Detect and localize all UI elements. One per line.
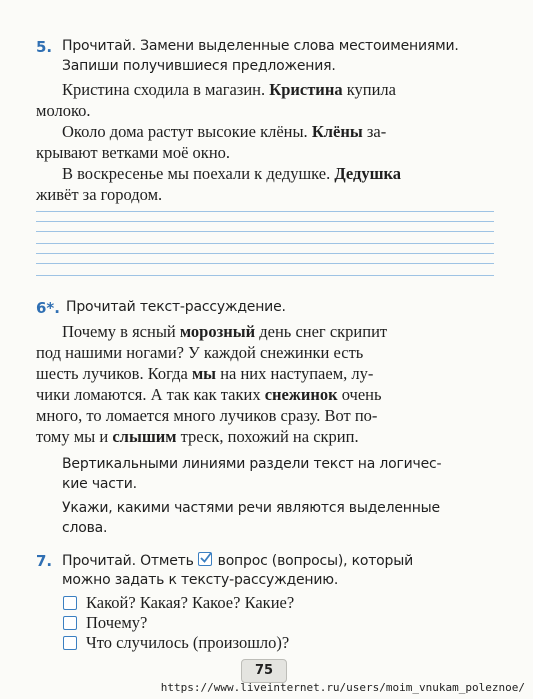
- highlighted-word: слышим: [112, 427, 177, 446]
- page-number: 75: [241, 659, 287, 683]
- writing-line[interactable]: [36, 275, 494, 276]
- watermark-url: https://www.liveinternet.ru/users/moim_vnukam_poleznoe/: [160, 681, 525, 694]
- task6-text-line6: [36, 427, 359, 447]
- task7-instruction-line1: [62, 552, 413, 569]
- task6-question2-line1: Укажи, какими частями речи являются выделенные: [62, 500, 440, 516]
- task6-question2-line2: слова.: [62, 520, 108, 536]
- text-fragment: вопрос (вопросы), который: [217, 553, 413, 569]
- task7-number: 7.: [36, 552, 53, 570]
- checked-checkbox-icon: [198, 552, 212, 566]
- text-fragment: на них наступаем, лу-: [216, 364, 374, 383]
- highlighted-word: морозный: [179, 322, 256, 341]
- text-fragment: Прочитай. Отметь: [62, 553, 194, 569]
- text-fragment: Около дома растут высокие клёны.: [62, 122, 312, 141]
- writing-line[interactable]: [36, 231, 494, 232]
- task5-instruction-line1: Прочитай. Замени выделенные слова местоимениями.: [62, 38, 459, 54]
- task6-number: 6*.: [36, 299, 60, 317]
- text-fragment: чики ломаются. А так как таких: [36, 385, 265, 404]
- highlighted-word: Клёны: [311, 122, 363, 141]
- task5-sentence1-cont: молоко.: [36, 101, 91, 120]
- task6-instruction: Прочитай текст-рассуждение.: [66, 299, 286, 315]
- task5-sentence1: [62, 80, 396, 100]
- highlighted-word: Кристина: [269, 80, 343, 99]
- task6-text-line3: [36, 364, 373, 384]
- task5-sentence3-cont: живёт за городом.: [36, 185, 163, 204]
- task5-sentence2: [62, 122, 386, 142]
- text-fragment: треск, похожий на скрип.: [176, 427, 359, 446]
- task6-text-line2: под нашими ногами? У каждой снежинки есть: [36, 343, 364, 362]
- text-fragment: Почему в ясный: [62, 322, 180, 341]
- highlighted-word: мы: [191, 364, 217, 383]
- option-label: Какой? Какая? Какое? Какие?: [86, 593, 295, 612]
- text-fragment: шесть лучиков. Когда: [36, 364, 192, 383]
- task5-sentence3: [62, 164, 401, 184]
- option-label: Почему?: [86, 613, 148, 632]
- task5-instruction-line2: Запиши получившиеся предложения.: [62, 58, 336, 74]
- writing-line[interactable]: [36, 211, 494, 212]
- writing-line[interactable]: [36, 243, 494, 244]
- highlighted-word: Дедушка: [334, 164, 402, 183]
- text-fragment: день снег скрипит: [255, 322, 388, 341]
- option-checkbox[interactable]: [63, 636, 77, 650]
- text-fragment: очень: [337, 385, 382, 404]
- task6-text-line1: [62, 322, 387, 342]
- task6-question1-line1: Вертикальными линиями раздели текст на логичес-: [62, 456, 442, 472]
- option-checkbox[interactable]: [63, 616, 77, 630]
- task6-text-line4: [36, 385, 382, 405]
- option-label: Что случилось (произошло)?: [86, 633, 290, 652]
- text-fragment: Кристина сходила в магазин.: [62, 80, 270, 99]
- task7-instruction-line2: можно задать к тексту-рассуждению.: [62, 572, 339, 588]
- task6-question1-line2: кие части.: [62, 476, 137, 492]
- task5-sentence2-cont: крывают ветками моё окно.: [36, 143, 231, 162]
- writing-line[interactable]: [36, 221, 494, 222]
- text-fragment: В воскресенье мы поехали к дедушке.: [62, 164, 335, 183]
- task6-text-line5: много, то ломается много лучиков сразу. Вот по-: [36, 406, 378, 425]
- task5-number: 5.: [36, 38, 53, 56]
- option-checkbox[interactable]: [63, 596, 77, 610]
- text-fragment: купила: [342, 80, 396, 99]
- writing-line[interactable]: [36, 253, 494, 254]
- text-fragment: за-: [362, 122, 387, 141]
- writing-line[interactable]: [36, 263, 494, 264]
- highlighted-word: снежинок: [264, 385, 338, 404]
- text-fragment: тому мы и: [36, 427, 113, 446]
